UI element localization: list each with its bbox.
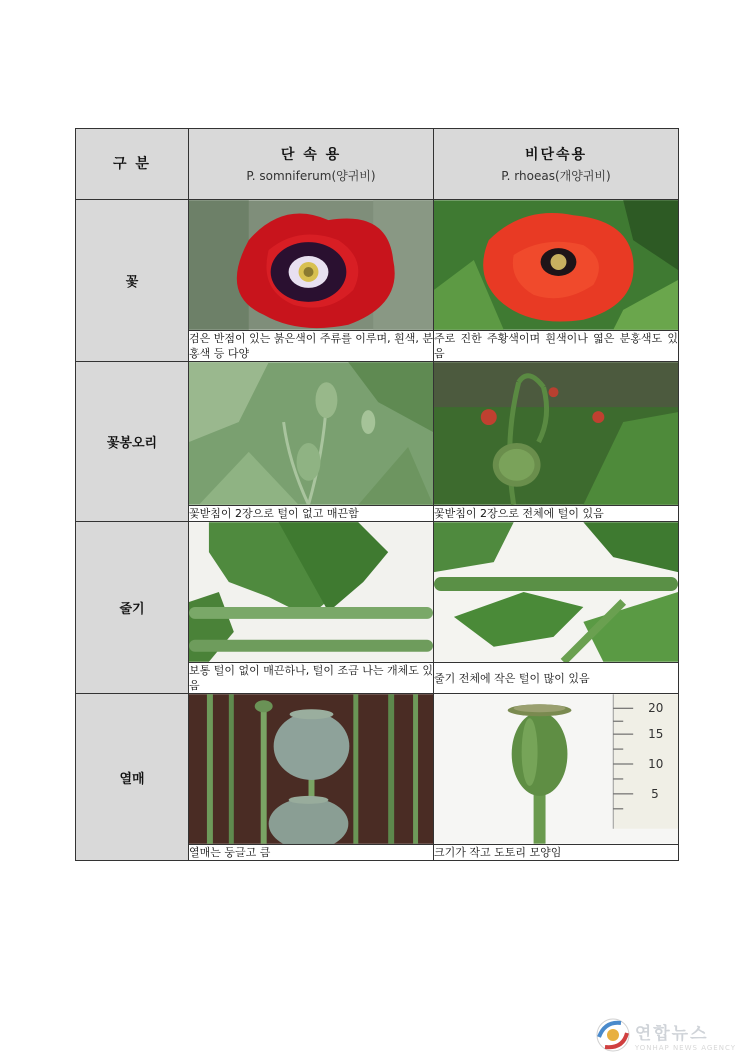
flower-image-row: [76, 200, 679, 331]
header-somniferum: [189, 129, 434, 200]
bud-image-row: [76, 362, 679, 506]
yonhap-watermark: [595, 1017, 736, 1053]
rhoeas-flower-photo: [434, 200, 679, 331]
ruler-tick-5: 5: [651, 786, 659, 801]
yonhap-logo-icon: [595, 1017, 631, 1053]
rhoeas-bud-caption: 꽃받침이 2장으로 전체에 털이 있음: [434, 506, 679, 522]
header-rhoeas: [434, 129, 679, 200]
somniferum-flower-caption: 검은 반점이 있는 붉은색이 주류를 이루며, 흰색, 분홍색 등 다양: [189, 332, 433, 360]
somniferum-flower-photo: [189, 200, 434, 331]
row-label-flower: 꽃: [76, 200, 189, 362]
watermark-name: 연합뉴스: [634, 1023, 709, 1044]
header-rhoeas-title: 비단속용: [524, 147, 588, 163]
row-label-bud: 꽃봉오리: [76, 362, 189, 522]
ruler-tick-20: 20: [648, 701, 664, 716]
somniferum-bud-photo: [189, 362, 434, 506]
somniferum-bud-caption: 꽃받침이 2장으로 털이 없고 매끈함: [189, 506, 434, 522]
rhoeas-flower-caption: 주로 진한 주황색이며 흰색이나 엷은 분홍색도 있음: [434, 332, 678, 360]
row-label-stem: 줄기: [76, 522, 189, 694]
somniferum-stem-caption: 보통 털이 없이 매끈하나, 털이 조금 나는 개체도 있음: [189, 664, 433, 692]
comparison-table: [75, 128, 679, 861]
somniferum-stem-photo: [189, 522, 434, 663]
ruler-tick-15: 15: [648, 727, 664, 742]
ruler-tick-10: 10: [648, 757, 664, 772]
fruit-image-row: [76, 694, 679, 845]
rhoeas-stem-photo: [434, 522, 679, 663]
rhoeas-fruit-caption: 크기가 작고 도토리 모양임: [434, 845, 679, 861]
header-category: 구 분: [76, 129, 189, 200]
watermark-sub: YONHAP NEWS AGENCY: [634, 1043, 736, 1052]
rhoeas-bud-photo: [434, 362, 679, 506]
somniferum-fruit-caption: 열매는 둥글고 큼: [189, 845, 434, 861]
row-label-fruit: 열매: [76, 694, 189, 861]
somniferum-fruit-photo: [189, 694, 434, 845]
header-row: [76, 129, 679, 200]
header-somniferum-title: 단 속 용: [280, 147, 342, 163]
header-rhoeas-sub: P. rhoeas(개양귀비): [501, 169, 611, 183]
rhoeas-stem-caption: 줄기 전체에 작은 털이 많이 있음: [434, 663, 679, 694]
stem-image-row: [76, 522, 679, 663]
rhoeas-fruit-photo: [434, 694, 679, 845]
header-somniferum-sub: P. somniferum(양귀비): [246, 169, 376, 183]
